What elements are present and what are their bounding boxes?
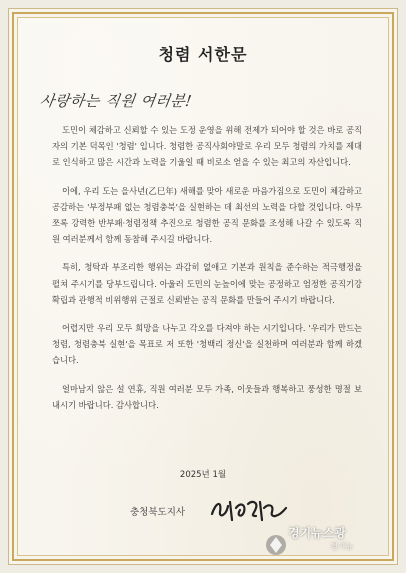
paragraph-1: 도민이 체감하고 신뢰할 수 있는 도정 운영을 위해 전제가 되어야 할 것은 바로 공직자의 기본 덕목인 '청렴' 입니다. 청렴한 공직사회야말로 우리 모두 청렴의 가치를 제대로 인식하고 많은 시간과 노력을 기울일 때 비로소 얻을 수 있는 최고의 자산입니다. [52,125,362,168]
paragraph-5: 얼마남지 않은 설 연휴, 직원 여러분 모두 가족, 이웃들과 행복하고 풍성한 명절 보내시기 바랍니다. 감사합니다. [52,383,362,410]
handwritten-signature [206,494,296,524]
paragraph-2: 이에, 우리 도는 을사년(乙巳年) 새해를 맞아 새로운 마음가짐으로 도민이 체감하고 공감하는 '부정부패 없는 청렴충북'을 실현하는 데 최선의 노력을 다할 것입니다. 아무쪼록 강력한 반부패·청렴정책 추진으로 청렴한 공직 문화를 조성해 나갈 수 있도록 직원 여러분께서 함께 동참해 주시길 바랍니다. [52,185,362,245]
letter-title: 청렴 서한문 [158,45,248,64]
letter-date: 2025년 1월 [179,470,227,480]
paragraph-3: 특히, 청탁과 부조리한 행위는 과감히 없애고 기본과 원칙을 준수하는 적극행정을 펼쳐 주시기를 당부드립니다. 아울러 도민의 눈높이에 맞는 공정하고 엄정한 공직기강 확립과 관행적 비위행위 근절로 신뢰받는 공직 문화를 만들어 주시기 바랍니다. [52,262,362,305]
signer-title: 충청북도지사 [130,507,186,518]
greeting: 사랑하는 직원 여러분! [38,92,194,110]
paragraph-4: 어렵지만 우리 모두 희망을 나누고 각오를 다져야 하는 시기입니다. '우리가 만드는 청렴, 청렴충북 실현'을 목표로 저 또한 '청백리 정신'을 실천하며 여러분과 함께 하겠습니다. [52,323,362,366]
watermark-subtext: 경기뉴 [330,542,354,551]
letter-body [52,122,362,425]
watermark-text: 경기뉴스광 [288,526,346,540]
